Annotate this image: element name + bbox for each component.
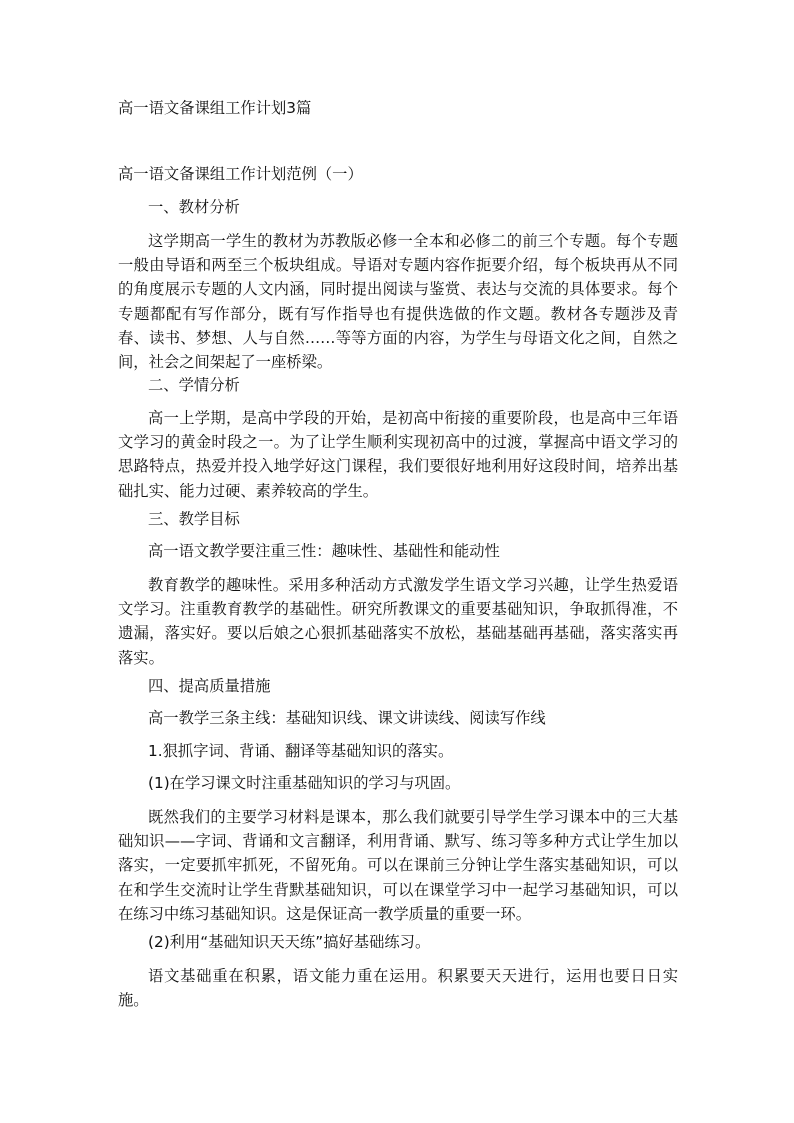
section-heading-2: 二、学情分析 — [148, 376, 240, 394]
section-paragraph-4-2: 语文基础重在积累，语文能力重在运用。积累要天天进行，运用也要日日实施。 — [118, 967, 678, 1010]
section-paragraph-4-1: 既然我们的主要学习材料是课本，那么我们就要引导学生学习课本中的三大基础知识——字词、背诵和文言翻译，利用背诵、默写、练习等多种方式让学生加以落实，一定要抓牢抓死，不留死角。可以在课前三分钟让学生落实基础知识，可以在和学生交流时让学生背默基础知识，可以在课堂学习中一起学习基础知识，可以在练习中练习基础知识。这是保证高一教学质量的重要一环。 — [118, 808, 678, 923]
section-paragraph-3: 教育教学的趣味性。采用多种活动方式激发学生语文学习兴趣，让学生热爱语文学习。注重教育教学的基础性。研究所教课文的重要基础知识，争取抓得准，不遗漏，落实好。要以后娘之心狠抓基础落实不放松，基础基础再基础，落实落实再落实。 — [118, 576, 678, 667]
section-paragraph-2: 高一上学期，是高中学段的开始，是初高中衔接的重要阶段，也是高中三年语文学习的黄金时段之一。为了让学生顺利实现初高中的过渡，掌握高中语文学习的思路特点，热爱并投入地学好这门课程，我们要很好地利用好这段时间，培养出基础扎实、能力过硬、素养较高的学生。 — [118, 409, 678, 500]
section-line-3: 高一语文教学要注重三性：趣味性、基础性和能动性 — [148, 542, 500, 560]
section-line-4-3: (1)在学习课文时注重基础知识的学习与巩固。 — [148, 774, 461, 792]
section-line-4-2: 1.狠抓字词、背诵、翻译等基础知识的落实。 — [148, 742, 454, 760]
section-line-4-4: (2)利用“基础知识天天练”搞好基础练习。 — [148, 933, 431, 951]
document-title: 高一语文备课组工作计划3篇 — [118, 99, 312, 117]
document-subtitle: 高一语文备课组工作计划范例（一） — [118, 165, 363, 183]
section-heading-3: 三、教学目标 — [148, 510, 240, 528]
section-heading-4: 四、提高质量措施 — [148, 677, 271, 695]
section-paragraph-1: 这学期高一学生的教材为苏教版必修一全本和必修二的前三个专题。每个专题一般由导语和两至三个板块组成。导语对专题内容作扼要介绍，每个板块再从不同的角度展示专题的人文内涵，同时提出阅读与鉴赏、表达与交流的具体要求。每个专题都配有写作部分，既有写作指导也有提供选做的作文题。教材各专题涉及青春、读书、梦想、人与自然……等等方面的内容，为学生与母语文化之间，自然之间，社会之间架起了一座桥梁。 — [118, 232, 678, 372]
section-heading-1: 一、教材分析 — [148, 198, 240, 216]
section-line-4-1: 高一教学三条主线：基础知识线、课文讲读线、阅读写作线 — [148, 709, 546, 727]
